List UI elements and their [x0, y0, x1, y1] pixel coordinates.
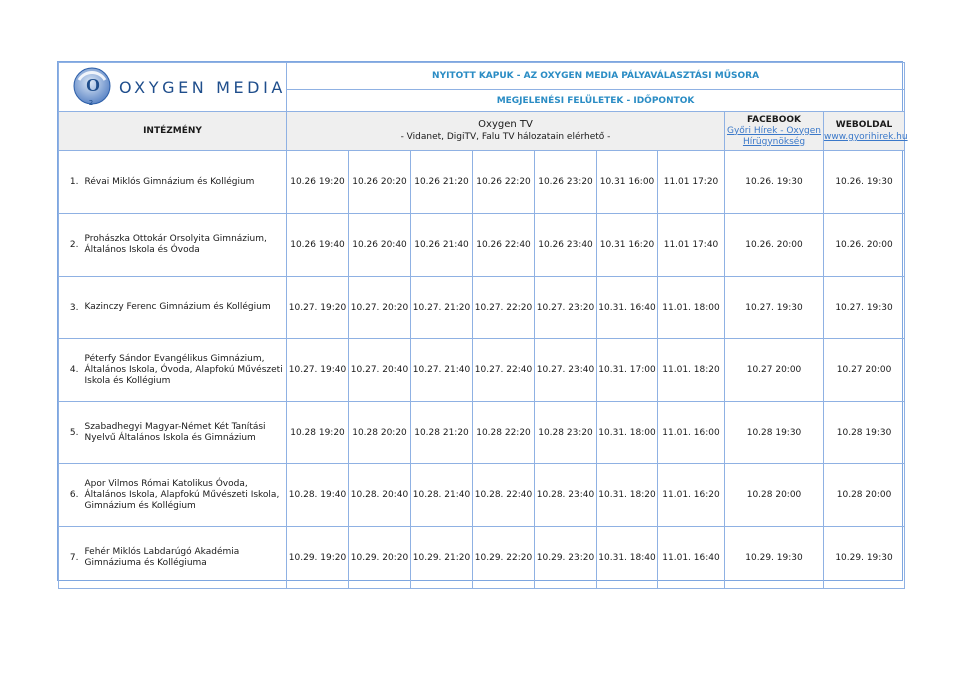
- facebook-time: 10.29. 19:30: [725, 527, 824, 589]
- tv-airtime: 10.26 21:40: [411, 214, 473, 277]
- tv-airtime: 10.31. 17:00: [597, 339, 658, 402]
- tv-airtime: 11.01. 16:20: [658, 464, 725, 527]
- tv-airtime: 10.28. 19:40: [287, 464, 349, 527]
- institution-name: Szabadhegyi Magyar-Német Két Tanítási Nyelvű Általános Iskola és Gimnázium: [82, 402, 287, 464]
- tv-airtime: 10.27. 20:20: [349, 277, 411, 339]
- logo-wordmark: OXYGEN MEDIA: [119, 77, 286, 97]
- tv-airtime: 10.26 19:40: [287, 214, 349, 277]
- row-number: 5.: [59, 402, 82, 464]
- row-number: 3.: [59, 277, 82, 339]
- tv-airtime: 10.28. 21:40: [411, 464, 473, 527]
- facebook-label: FACEBOOK: [747, 114, 801, 125]
- facebook-time: 10.28 20:00: [725, 464, 824, 527]
- institution-name: Péterfy Sándor Evangélikus Gimnázium, Általános Iskola, Óvoda, Alapfokú Művészeti Iskola és Kollégium: [82, 339, 287, 402]
- svg-text:O: O: [85, 75, 101, 95]
- tv-airtime: 10.26 23:40: [535, 214, 597, 277]
- tv-airtime: 10.28 21:20: [411, 402, 473, 464]
- tv-airtime: 10.31. 18:40: [597, 527, 658, 589]
- facebook-time: 10.27 20:00: [725, 339, 824, 402]
- tv-airtime: 10.27. 22:40: [473, 339, 535, 402]
- tv-airtime: 10.26 19:20: [287, 151, 349, 214]
- website-time: 10.28 19:30: [824, 402, 905, 464]
- tv-airtime: 11.01. 18:00: [658, 277, 725, 339]
- facebook-time: 10.26. 19:30: [725, 151, 824, 214]
- table-row: [59, 277, 905, 339]
- tv-airtime: 10.26 23:20: [535, 151, 597, 214]
- facebook-time: 10.27. 19:30: [725, 277, 824, 339]
- website-time: 10.27 20:00: [824, 339, 905, 402]
- website-column-header: [824, 112, 908, 151]
- facebook-time: 10.28 19:30: [725, 402, 824, 464]
- tv-airtime: 10.28 22:20: [473, 402, 535, 464]
- schedule-table: [58, 62, 908, 589]
- row-number: 4.: [59, 339, 82, 402]
- tv-airtime: 11.01. 16:00: [658, 402, 725, 464]
- logo-cell: [59, 63, 287, 112]
- institution-name: Apor Vilmos Római Katolikus Óvoda, Általános Iskola, Alapfokú Művészeti Iskola, Gimnázium és Kollégium: [82, 464, 287, 527]
- row-number: 7.: [59, 527, 82, 589]
- tv-networks: - Vidanet, DigiTV, Falu TV hálozatain elérhető -: [400, 132, 611, 142]
- institution-name: Révai Miklós Gimnázium és Kollégium: [82, 151, 287, 214]
- tv-airtime: 10.28 19:20: [287, 402, 349, 464]
- tv-airtime: 10.31 16:00: [597, 151, 658, 214]
- tv-airtime: 10.26 21:20: [411, 151, 473, 214]
- table-row: [59, 464, 905, 527]
- tv-airtime: 10.27. 19:20: [287, 277, 349, 339]
- tv-airtime: 10.27. 22:20: [473, 277, 535, 339]
- website-time: 10.29. 19:30: [824, 527, 905, 589]
- tv-airtime: 10.27. 23:40: [535, 339, 597, 402]
- tv-airtime: 10.26 22:40: [473, 214, 535, 277]
- institution-name: Prohászka Ottokár Orsolyita Gimnázium, Általános Iskola és Óvoda: [82, 214, 287, 277]
- tv-airtime: 10.29. 20:20: [349, 527, 411, 589]
- table-row: [59, 339, 905, 402]
- tv-airtime: 10.29. 23:20: [535, 527, 597, 589]
- institution-column-header: INTÉZMÉNY: [59, 112, 287, 151]
- website-link[interactable]: www.gyorihirek.hu: [824, 132, 908, 142]
- tv-column-header: [287, 112, 725, 151]
- tv-airtime: 10.27. 23:20: [535, 277, 597, 339]
- schedule-sheet: [57, 61, 908, 581]
- tv-airtime: 10.31 16:20: [597, 214, 658, 277]
- tv-airtime: 10.28. 20:40: [349, 464, 411, 527]
- tv-airtime: 10.29. 22:20: [473, 527, 535, 589]
- table-row: [59, 151, 905, 214]
- oxygen-media-logo: [71, 66, 286, 108]
- tv-airtime: 10.28. 23:40: [535, 464, 597, 527]
- tv-airtime: 10.29. 21:20: [411, 527, 473, 589]
- website-label: WEBOLDAL: [835, 120, 893, 130]
- tv-airtime: 11.01 17:40: [658, 214, 725, 277]
- tv-airtime: 10.26 20:20: [349, 151, 411, 214]
- tv-airtime: 10.28. 22:40: [473, 464, 535, 527]
- website-time: 10.27. 19:30: [824, 277, 905, 339]
- tv-airtime: 11.01 17:20: [658, 151, 725, 214]
- website-time: 10.26. 20:00: [824, 214, 905, 277]
- tv-airtime: 10.27. 21:20: [411, 277, 473, 339]
- tv-airtime: 10.29. 19:20: [287, 527, 349, 589]
- tv-airtime: 10.27. 19:40: [287, 339, 349, 402]
- tv-airtime: 10.27. 21:40: [411, 339, 473, 402]
- tv-airtime: 10.31. 16:40: [597, 277, 658, 339]
- table-row: [59, 214, 905, 277]
- tv-name: Oxygen TV: [478, 119, 533, 130]
- facebook-column-header: [725, 112, 824, 151]
- program-subtitle: MEGJELENÉSI FELÜLETEK - IDŐPONTOK: [287, 90, 905, 112]
- tv-airtime: 10.26 20:40: [349, 214, 411, 277]
- tv-airtime: 10.27. 20:40: [349, 339, 411, 402]
- table-row: [59, 402, 905, 464]
- website-time: 10.26. 19:30: [824, 151, 905, 214]
- row-number: 2.: [59, 214, 82, 277]
- tv-airtime: 10.28 20:20: [349, 402, 411, 464]
- website-time: 10.28 20:00: [824, 464, 905, 527]
- tv-airtime: 11.01. 18:20: [658, 339, 725, 402]
- facebook-time: 10.26. 20:00: [725, 214, 824, 277]
- oxygen-logo-icon: [71, 66, 115, 108]
- tv-airtime: 10.26 22:20: [473, 151, 535, 214]
- facebook-page-link[interactable]: Győri Hírek - Oxygen Hírügynökség: [726, 125, 822, 147]
- institution-name: Kazinczy Ferenc Gimnázium és Kollégium: [82, 277, 287, 339]
- tv-airtime: 11.01. 16:40: [658, 527, 725, 589]
- tv-airtime: 10.28 23:20: [535, 402, 597, 464]
- row-number: 1.: [59, 151, 82, 214]
- svg-text:2: 2: [88, 99, 94, 107]
- program-title: NYITOTT KAPUK - AZ OXYGEN MEDIA PÁLYAVÁLASZTÁSI MŰSORA: [287, 63, 905, 90]
- table-row: [59, 527, 905, 589]
- row-number: 6.: [59, 464, 82, 527]
- tv-airtime: 10.31. 18:20: [597, 464, 658, 527]
- tv-airtime: 10.31. 18:00: [597, 402, 658, 464]
- institution-name: Fehér Miklós Labdarúgó Akadémia Gimnáziuma és Kollégiuma: [82, 527, 287, 589]
